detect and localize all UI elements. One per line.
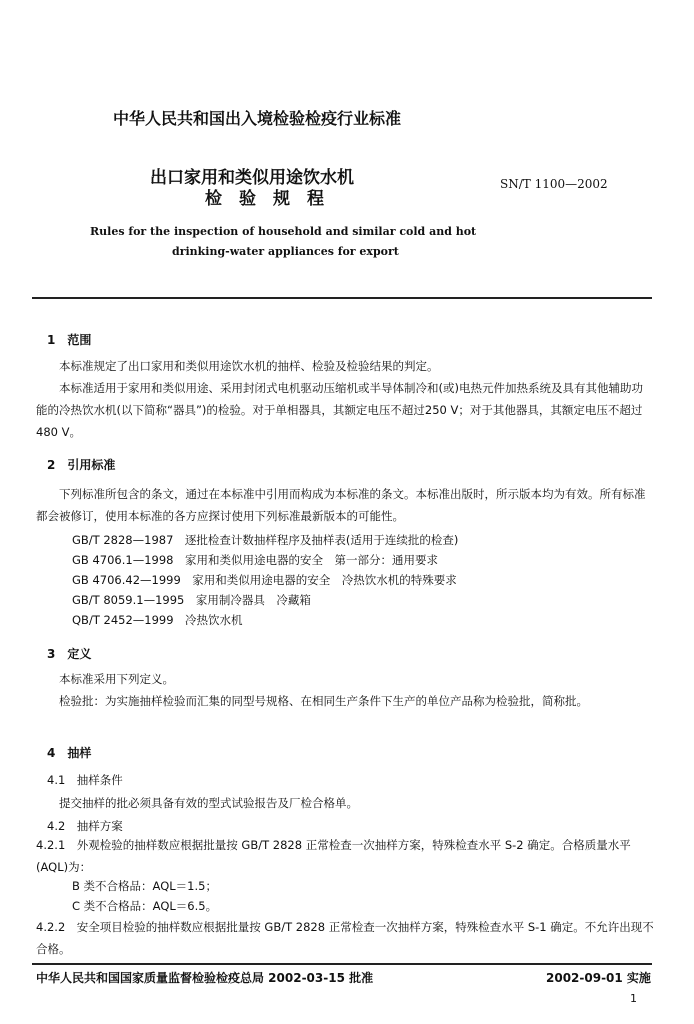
header-divider bbox=[32, 297, 652, 299]
subsection-4-1-para: 提交抽样的批必须具备有效的型式试验报告及厂检合格单。 bbox=[59, 796, 358, 810]
aql-class-c: C 类不合格品：AQL＝6.5。 bbox=[72, 899, 218, 913]
reference-item: GB/T 8059.1—1995 家用制冷器具 冷藏箱 bbox=[72, 593, 311, 607]
section-1-scope-para: 本标准规定了出口家用和类似用途饮水机的抽样、检验及检验结果的判定。 bbox=[59, 359, 439, 373]
footer-divider bbox=[32, 963, 652, 965]
clause-4-2-1-para: 4.2.1 外观检验的抽样数应根据批量按 GB/T 2828 正常检查一次抽样方案，特殊检查水平 S-2 确定。合格质量水平(AQL)为： bbox=[36, 838, 631, 874]
page-number: 1 bbox=[630, 992, 637, 1005]
section-1-applicability-para: 本标准适用于家用和类似用途、采用封闭式电机驱动压缩机或半导体制冷和(或)电热元件加热系统及具有其他辅助功能的冷热饮水机(以下简称“器具”)的检验。对于单相器具，其额定电压不超过250 V；对于其他器具，其额定电压不超过 480 V。 bbox=[36, 381, 643, 439]
section-2-intro-para: 下列标准所包含的条文，通过在本标准中引用而构成为本标准的条文。本标准出版时，所示版本均为有效。所有标准都会被修订，使用本标准的各方应探讨使用下列标准最新版本的可能性。 bbox=[36, 487, 646, 523]
standard-code: SN/T 1100—2002 bbox=[500, 177, 608, 191]
section-4-heading: 4 抽样 bbox=[47, 746, 92, 760]
reference-item: GB/T 2828—1987 逐批检查计数抽样程序及抽样表(适用于连续批的检查) bbox=[72, 533, 459, 547]
reference-item: GB 4706.42—1999 家用和类似用途电器的安全 冷热饮水机的特殊要求 bbox=[72, 573, 457, 587]
document-subtitle: 检 验 规 程 bbox=[205, 189, 324, 209]
reference-list bbox=[72, 530, 458, 630]
aql-class-b: B 类不合格品：AQL＝1.5； bbox=[72, 879, 217, 893]
reference-item: GB 4706.1—1998 家用和类似用途电器的安全 第一部分：通用要求 bbox=[72, 553, 438, 567]
subsection-4-2-heading: 4.2 抽样方案 bbox=[47, 819, 123, 833]
effective-date: 2002-09-01 实施 bbox=[546, 971, 651, 985]
section-3-heading: 3 定义 bbox=[47, 647, 92, 661]
section-1-heading: 1 范围 bbox=[47, 333, 92, 347]
section-3-intro-para: 本标准采用下列定义。 bbox=[59, 672, 174, 686]
issuing-authority: 中华人民共和国国家质量监督检验检疫总局 2002-03-15 批准 bbox=[36, 971, 374, 985]
reference-item: QB/T 2452—1999 冷热饮水机 bbox=[72, 613, 243, 627]
industry-standard-title: 中华人民共和国出入境检验检疫行业标准 bbox=[113, 109, 402, 128]
section-2-heading: 2 引用标准 bbox=[47, 458, 116, 472]
english-title-line2: drinking-water appliances for export bbox=[172, 245, 399, 258]
section-3-definition-para: 检验批：为实施抽样检验而汇集的同型号规格、在相同生产条件下生产的单位产品称为检验批，简称批。 bbox=[59, 694, 588, 708]
english-title-line1: Rules for the inspection of household and similar cold and hot bbox=[90, 225, 477, 238]
subsection-4-1-heading: 4.1 抽样条件 bbox=[47, 773, 123, 787]
document-title: 出口家用和类似用途饮水机 bbox=[150, 168, 354, 188]
clause-4-2-2-para: 4.2.2 安全项目检验的抽样数应根据批量按 GB/T 2828 正常检查一次抽样方案，特殊检查水平 S-1 确定。不允许出现不合格。 bbox=[36, 920, 654, 956]
